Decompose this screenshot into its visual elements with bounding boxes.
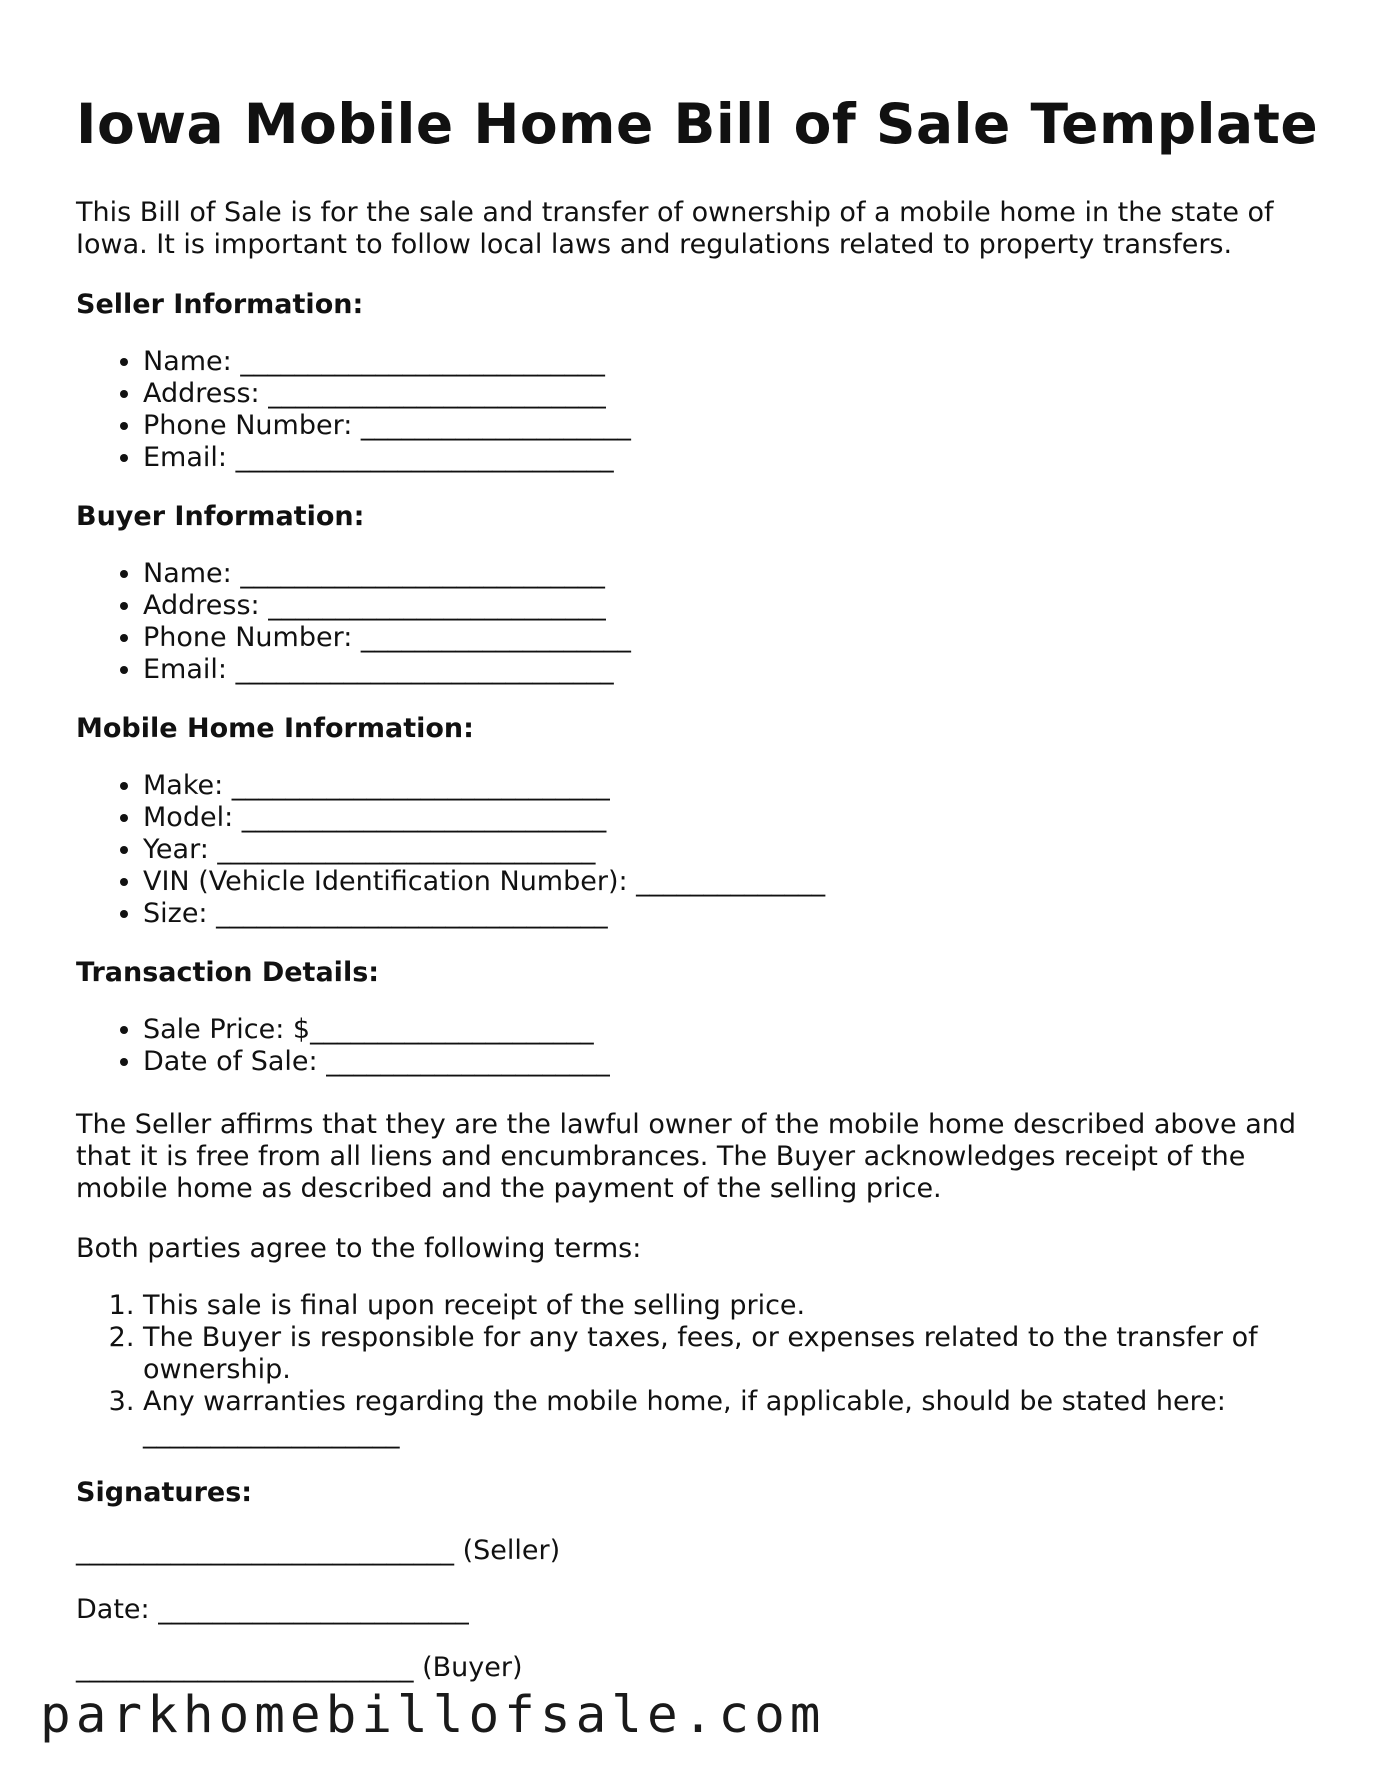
seller-fields (76, 346, 631, 474)
transaction-heading: Transaction Details: (76, 957, 380, 988)
buyer-signature-line: _________________________ (Buyer) (76, 1652, 523, 1683)
transaction-fields (76, 1014, 610, 1078)
term-item: 2. The Buyer is responsible for any taxes, fees, or expenses related to the transfer of ownership. (143, 1322, 1323, 1386)
buyer-phone-field: • Phone Number: ____________________ (143, 622, 631, 654)
date-of-sale-field: • Date of Sale: _____________________ (143, 1046, 610, 1078)
buyer-name-field: • Name: ___________________________ (143, 558, 631, 590)
mobile-home-heading: Mobile Home Information: (76, 713, 474, 744)
model-field: • Model: ___________________________ (143, 802, 825, 834)
seller-email-field: • Email: ____________________________ (143, 442, 631, 474)
size-field: • Size: _____________________________ (143, 898, 825, 930)
terms-list (76, 1290, 1323, 1450)
term-item: 1. This sale is final upon receipt of the selling price. (143, 1290, 1323, 1322)
affirmation-paragraph: The Seller affirms that they are the lawful owner of the mobile home described above and that it is free from all liens and encumbrances. The Buyer acknowledges receipt of the mobile home as described and the payment of the selling price. (76, 1109, 1297, 1204)
seller-address-field: • Address: _________________________ (143, 378, 631, 410)
mobile-home-fields (76, 770, 825, 930)
vin-field: • VIN (Vehicle Identification Number): ______________ (143, 866, 825, 898)
sale-price-field: • Sale Price: $_____________________ (143, 1014, 610, 1046)
term-item: 3. Any warranties regarding the mobile home, if applicable, should be stated here: ___________________ (143, 1386, 1323, 1450)
buyer-address-field: • Address: _________________________ (143, 590, 631, 622)
site-watermark: parkhomebillofsale.com (40, 1686, 826, 1745)
signatures-heading: Signatures: (76, 1477, 253, 1508)
year-field: • Year: ____________________________ (143, 834, 825, 866)
document-title: Iowa Mobile Home Bill of Sale Template (76, 92, 1319, 156)
buyer-email-field: • Email: ____________________________ (143, 654, 631, 686)
buyer-heading: Buyer Information: (76, 501, 365, 532)
intro-paragraph: This Bill of Sale is for the sale and transfer of ownership of a mobile home in the state of Iowa. It is important to follow local laws and regulations related to property transfers. (76, 197, 1274, 260)
seller-heading: Seller Information: (76, 289, 364, 320)
seller-name-field: • Name: ___________________________ (143, 346, 631, 378)
make-field: • Make: ____________________________ (143, 770, 825, 802)
signature-date-line: Date: _______________________ (76, 1594, 469, 1625)
buyer-fields (76, 558, 631, 686)
seller-signature-line: ____________________________ (Seller) (76, 1535, 561, 1566)
seller-phone-field: • Phone Number: ____________________ (143, 410, 631, 442)
terms-intro: Both parties agree to the following terms: (76, 1233, 642, 1264)
